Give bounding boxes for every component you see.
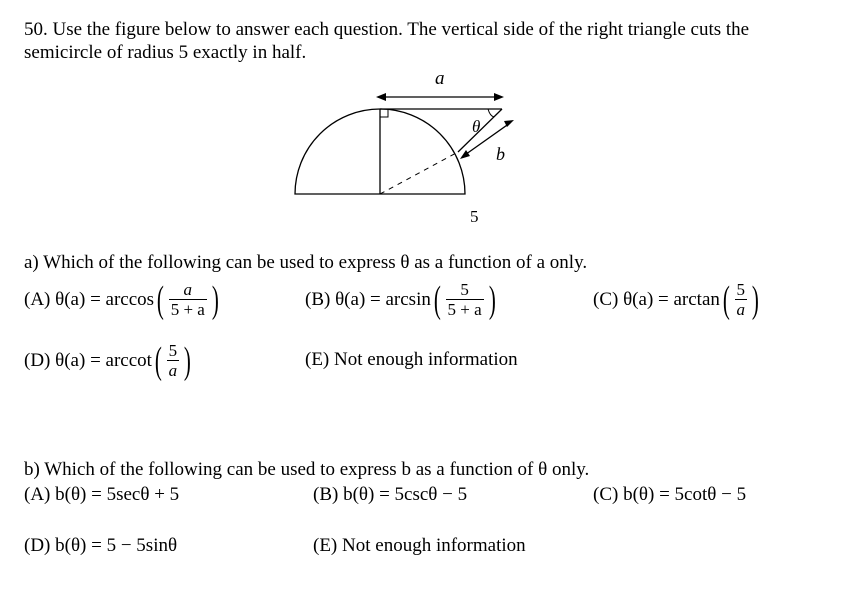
part-a-option-d (24, 341, 194, 380)
part-a-option-c (593, 280, 762, 319)
arrow-a-left-head (376, 93, 386, 101)
right-paren: ) (751, 278, 759, 321)
left-paren: ( (154, 339, 162, 382)
fraction-denominator: 5 + a (170, 300, 205, 319)
part-b-option-c: (C) b(θ) = 5cotθ − 5 (593, 484, 747, 505)
fraction-numerator: 5 (168, 341, 178, 360)
option-b-prefix: (B) θ(a) = arcsin (305, 288, 431, 310)
dashed-radius (380, 152, 458, 194)
arrow-a-right-head (494, 93, 504, 101)
label-a: a (435, 68, 445, 89)
option-d-prefix: (D) θ(a) = arccot (24, 349, 152, 371)
fraction (167, 341, 180, 380)
left-paren: ( (433, 278, 441, 321)
part-b-option-b: (B) b(θ) = 5cscθ − 5 (313, 484, 468, 505)
option-c-prefix: (C) θ(a) = arctan (593, 288, 720, 310)
fraction-numerator: 5 (460, 280, 469, 299)
part-a-option-e: (E) Not enough information (305, 349, 518, 370)
right-angle-marker (380, 109, 388, 117)
fraction-numerator: a (183, 280, 193, 299)
label-b: b (496, 144, 505, 164)
arrow-b-low-head (460, 150, 470, 159)
part-a-option-b (305, 280, 498, 319)
part-b-option-e: (E) Not enough information (313, 535, 526, 556)
theta-arc (488, 109, 494, 117)
part-a-question: a) Which of the following can be used to express θ as a function of a only. (24, 252, 588, 273)
fraction-denominator: a (168, 361, 178, 380)
fraction (169, 280, 207, 319)
fraction (735, 280, 748, 319)
label-theta: θ (472, 117, 481, 136)
label-radius: 5 (470, 207, 479, 226)
problem-number: 50. (24, 19, 48, 40)
fraction-numerator: 5 (736, 280, 746, 299)
fraction (446, 280, 484, 319)
right-paren: ) (211, 278, 219, 321)
problem-intro (24, 18, 824, 64)
left-paren: ( (722, 278, 730, 321)
option-a-prefix: (A) θ(a) = arccos (24, 288, 155, 310)
right-paren: ) (488, 278, 496, 321)
left-paren: ( (156, 278, 164, 321)
part-a-option-a (24, 280, 222, 319)
fraction-denominator: 5 + a (447, 300, 482, 319)
triangle-semicircle-figure (280, 60, 540, 230)
part-b-question: b) Which of the following can be used to express b as a function of θ only. (24, 459, 590, 480)
part-b-option-a: (A) b(θ) = 5secθ + 5 (24, 484, 180, 505)
part-b-option-d: (D) b(θ) = 5 − 5sinθ (24, 535, 178, 556)
right-paren: ) (183, 339, 191, 382)
problem-intro-text: Use the figure below to answer each question. The vertical side of the right triangle cuts the semicircle of radius 5 exactly in half. (24, 19, 750, 63)
fraction-denominator: a (736, 300, 746, 319)
